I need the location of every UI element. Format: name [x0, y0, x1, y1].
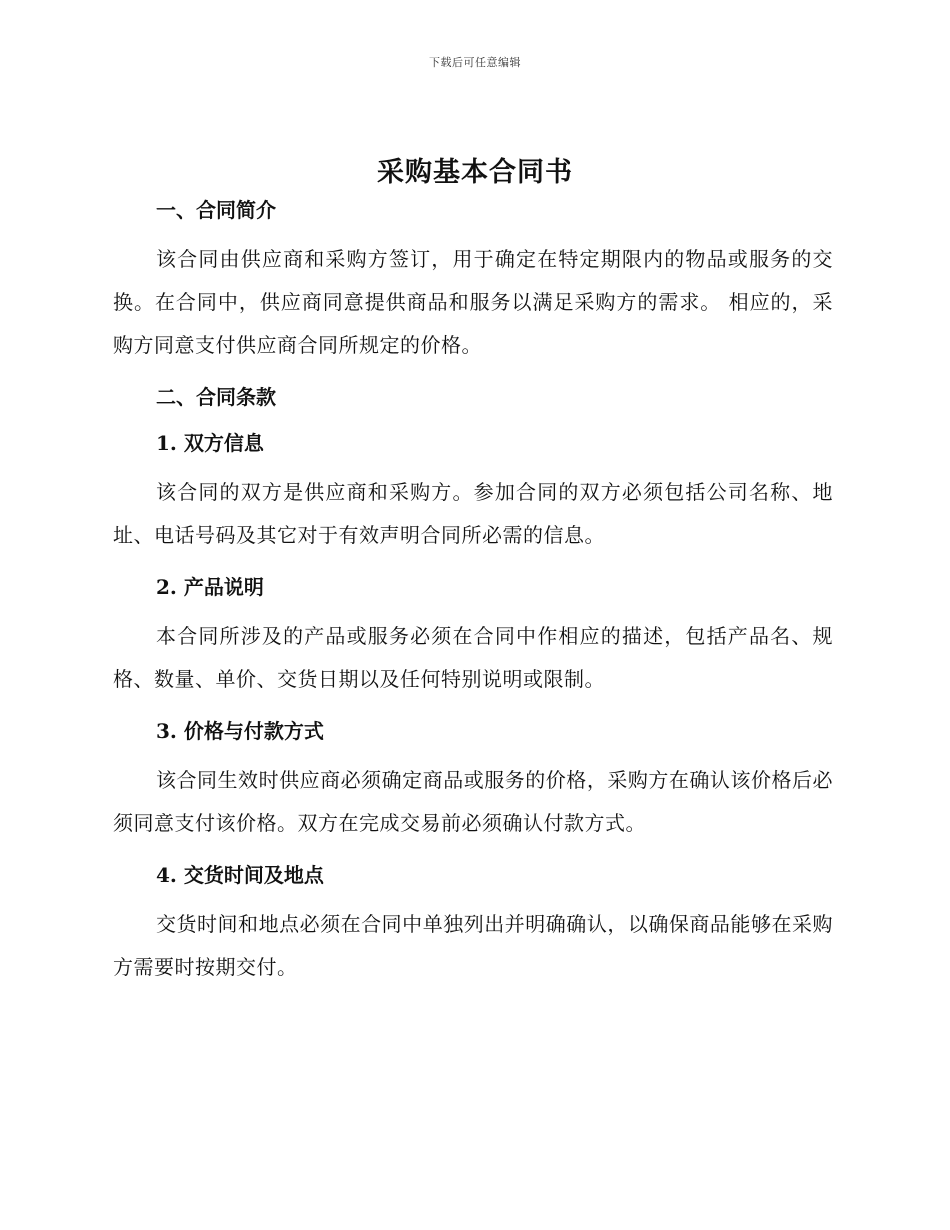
clause-heading: 3. 价格与付款方式 [156, 719, 324, 743]
section-paragraph: 该合同由供应商和采购方签订，用于确定在特定期限内的物品或服务的交换。在合同中，供应商同意提供商品和服务以满足采购方的需求。 相应的，采购方同意支付供应商合同所规定的价格。 [113, 247, 833, 357]
clause-heading: 1. 双方信息 [156, 431, 264, 455]
clause-paragraph: 本合同所涉及的产品或服务必须在合同中作相应的描述，包括产品名、规格、数量、单价、交货日期以及任何特别说明或限制。 [113, 624, 833, 691]
header-note: 下载后可任意编辑 [429, 56, 521, 69]
clause-paragraph: 交货时间和地点必须在合同中单独列出并明确确认，以确保商品能够在采购方需要时按期交付。 [113, 912, 833, 979]
section-heading: 二、合同条款 [156, 385, 276, 409]
document-body [113, 194, 833, 989]
clause-paragraph: 该合同的双方是供应商和采购方。参加合同的双方必须包括公司名称、地址、电话号码及其它对于有效声明合同所必需的信息。 [113, 480, 833, 547]
clause-heading: 2. 产品说明 [156, 575, 264, 599]
clause-heading: 4. 交货时间及地点 [156, 863, 324, 887]
section-heading: 一、合同简介 [156, 198, 276, 222]
document-title: 采购基本合同书 [377, 157, 573, 188]
clause-paragraph: 该合同生效时供应商必须确定商品或服务的价格，采购方在确认该价格后必须同意支付该价格。双方在完成交易前必须确认付款方式。 [113, 768, 833, 835]
